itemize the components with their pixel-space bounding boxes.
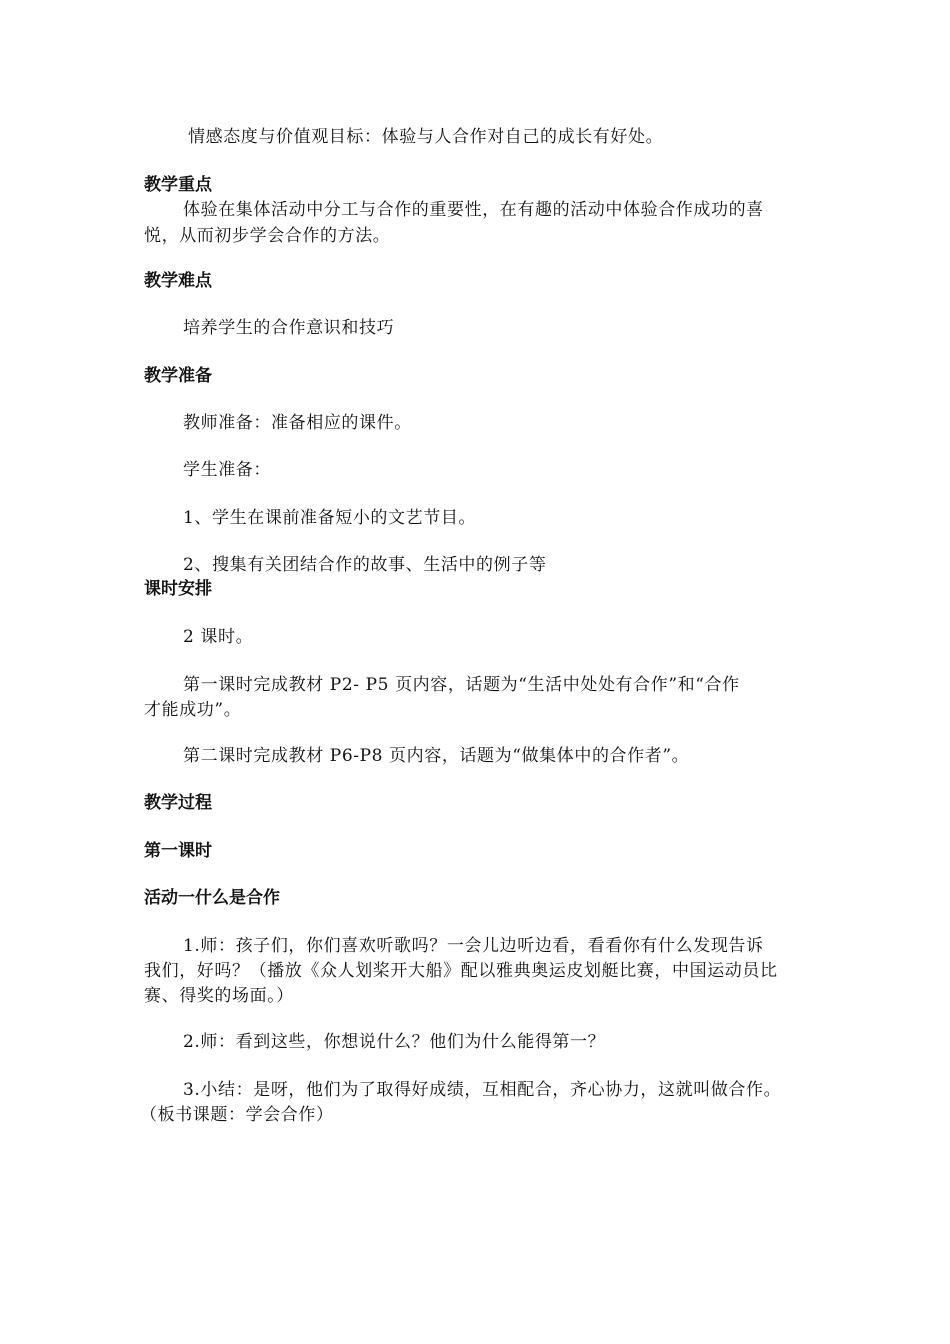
student-prep-paragraph: 学生准备： — [183, 460, 271, 480]
prep-item-1: 1、学生在课前准备短小的文艺节目。 — [183, 508, 477, 528]
prep-item-2: 2、搜集有关团结合作的故事、生活中的例子等 — [183, 555, 547, 575]
lesson1-paragraph-line-2: 才能成功”。 — [144, 700, 242, 720]
focus-paragraph-line-2: 悦，从而初步学会合作的方法。 — [144, 226, 391, 246]
heading-first-lesson: 第一课时 — [144, 841, 212, 861]
heading-activity-1: 活动一什么是合作 — [144, 888, 280, 908]
difficulty-paragraph: 培养学生的合作意识和技巧 — [183, 318, 395, 338]
lesson-hours-paragraph: 2 课时。 — [183, 627, 254, 647]
lesson2-paragraph: 第二课时完成教材 P6-P8 页内容，话题为“做集体中的合作者”。 — [183, 746, 690, 766]
lesson1-paragraph-line-1: 第一课时完成教材 P2- P5 页内容，话题为“生活中处处有合作”和“合作 — [183, 675, 740, 695]
teacher-prep-paragraph: 教师准备：准备相应的课件。 — [183, 413, 412, 433]
heading-teaching-preparation: 教学准备 — [144, 366, 212, 386]
heading-lesson-schedule: 课时安排 — [144, 579, 212, 599]
heading-teaching-difficulty: 教学难点 — [144, 271, 212, 291]
focus-paragraph-line-1: 体验在集体活动中分工与合作的重要性，在有趣的活动中体验合作成功的喜 — [183, 200, 764, 220]
heading-teaching-focus: 教学重点 — [144, 175, 212, 195]
question2-paragraph: 2.师：看到这些，你想说什么？他们为什么能得第一？ — [183, 1032, 606, 1052]
heading-teaching-process: 教学过程 — [144, 793, 212, 813]
question1-line-3: 赛、得奖的场面。） — [144, 986, 294, 1006]
emotion-goal-paragraph: 情感态度与价值观目标：体验与人合作对自己的成长有好处。 — [188, 127, 664, 147]
question1-line-1: 1.师：孩子们，你们喜欢听歌吗？一会儿边听边看，看看你有什么发现告诉 — [183, 936, 764, 956]
summary-line-2: （板书课题：学会合作） — [140, 1105, 334, 1125]
question1-line-2: 我们，好吗？（播放《众人划桨开大船》配以雅典奥运皮划艇比赛，中国运动员比 — [144, 961, 778, 981]
summary-line-1: 3.小结：是呀，他们为了取得好成绩，互相配合，齐心协力，这就叫做合作。 — [183, 1080, 782, 1100]
